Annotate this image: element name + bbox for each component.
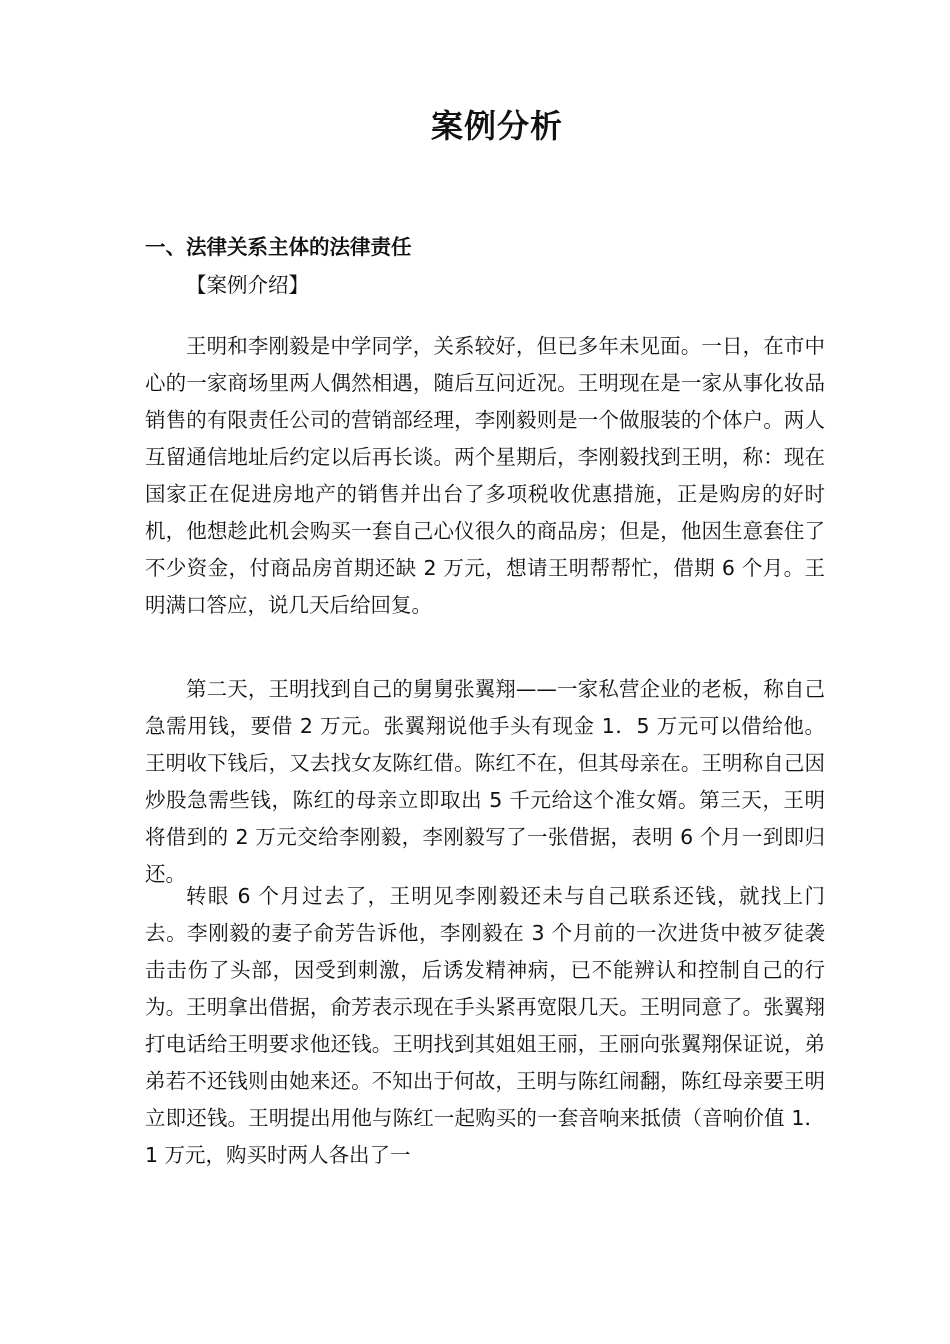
case-intro-label: 【案例介绍】	[186, 273, 309, 297]
section-heading: 一、法律关系主体的法律责任	[145, 235, 412, 259]
paragraph-3: 转眼 6 个月过去了，王明见李刚毅还未与自己联系还钱，就找上门去。李刚毅的妻子俞芳告诉他，李刚毅在 3 个月前的一次进货中被歹徒袭击击伤了头部，因受到刺激，后诱发精神病，已不能辨认和控制自己的行为。王明拿出借据，俞芳表示现在手头紧再宽限几天。王明同意了。张翼翔打电话给王明要求他还钱。王明找到其姐姐王丽，王丽向张翼翔保证说，弟弟若不还钱则由她来还。不知出于何故，王明与陈红闹翻，陈红母亲要王明立即还钱。王明提出用他与陈红一起购买的一套音响来抵债（音响价值 1．1 万元，购买时两人各出了一	[145, 883, 825, 1167]
document-title: 案例分析	[430, 107, 563, 145]
paragraph-1: 王明和李刚毅是中学同学，关系较好，但已多年未见面。一日，在市中心的一家商场里两人偶然相遇，随后互问近况。王明现在是一家从事化妆品销售的有限责任公司的营销部经理，李刚毅则是一个做服装的个体户。两人互留通信地址后约定以后再长谈。两个星期后，李刚毅找到王明，称：现在国家正在促进房地产的销售并出台了多项税收优惠措施，正是购房的好时机，他想趁此机会购买一套自己心仪很久的商品房；但是，他因生意套住了不少资金，付商品房首期还缺 2 万元，想请王明帮帮忙，借期 6 个月。王明满口答应，说几天后给回复。	[145, 333, 825, 617]
paragraph-2: 第二天，王明找到自己的舅舅张翼翔——一家私营企业的老板，称自己急需用钱，要借 2 万元。张翼翔说他手头有现金 1．5 万元可以借给他。王明收下钱后，又去找女友陈红借。陈红不在，但其母亲在。王明称自己因炒股急需些钱，陈红的母亲立即取出 5 千元给这个准女婿。第三天，王明将借到的 2 万元交给李刚毅，李刚毅写了一张借据，表明 6 个月一到即归还。	[145, 676, 825, 886]
